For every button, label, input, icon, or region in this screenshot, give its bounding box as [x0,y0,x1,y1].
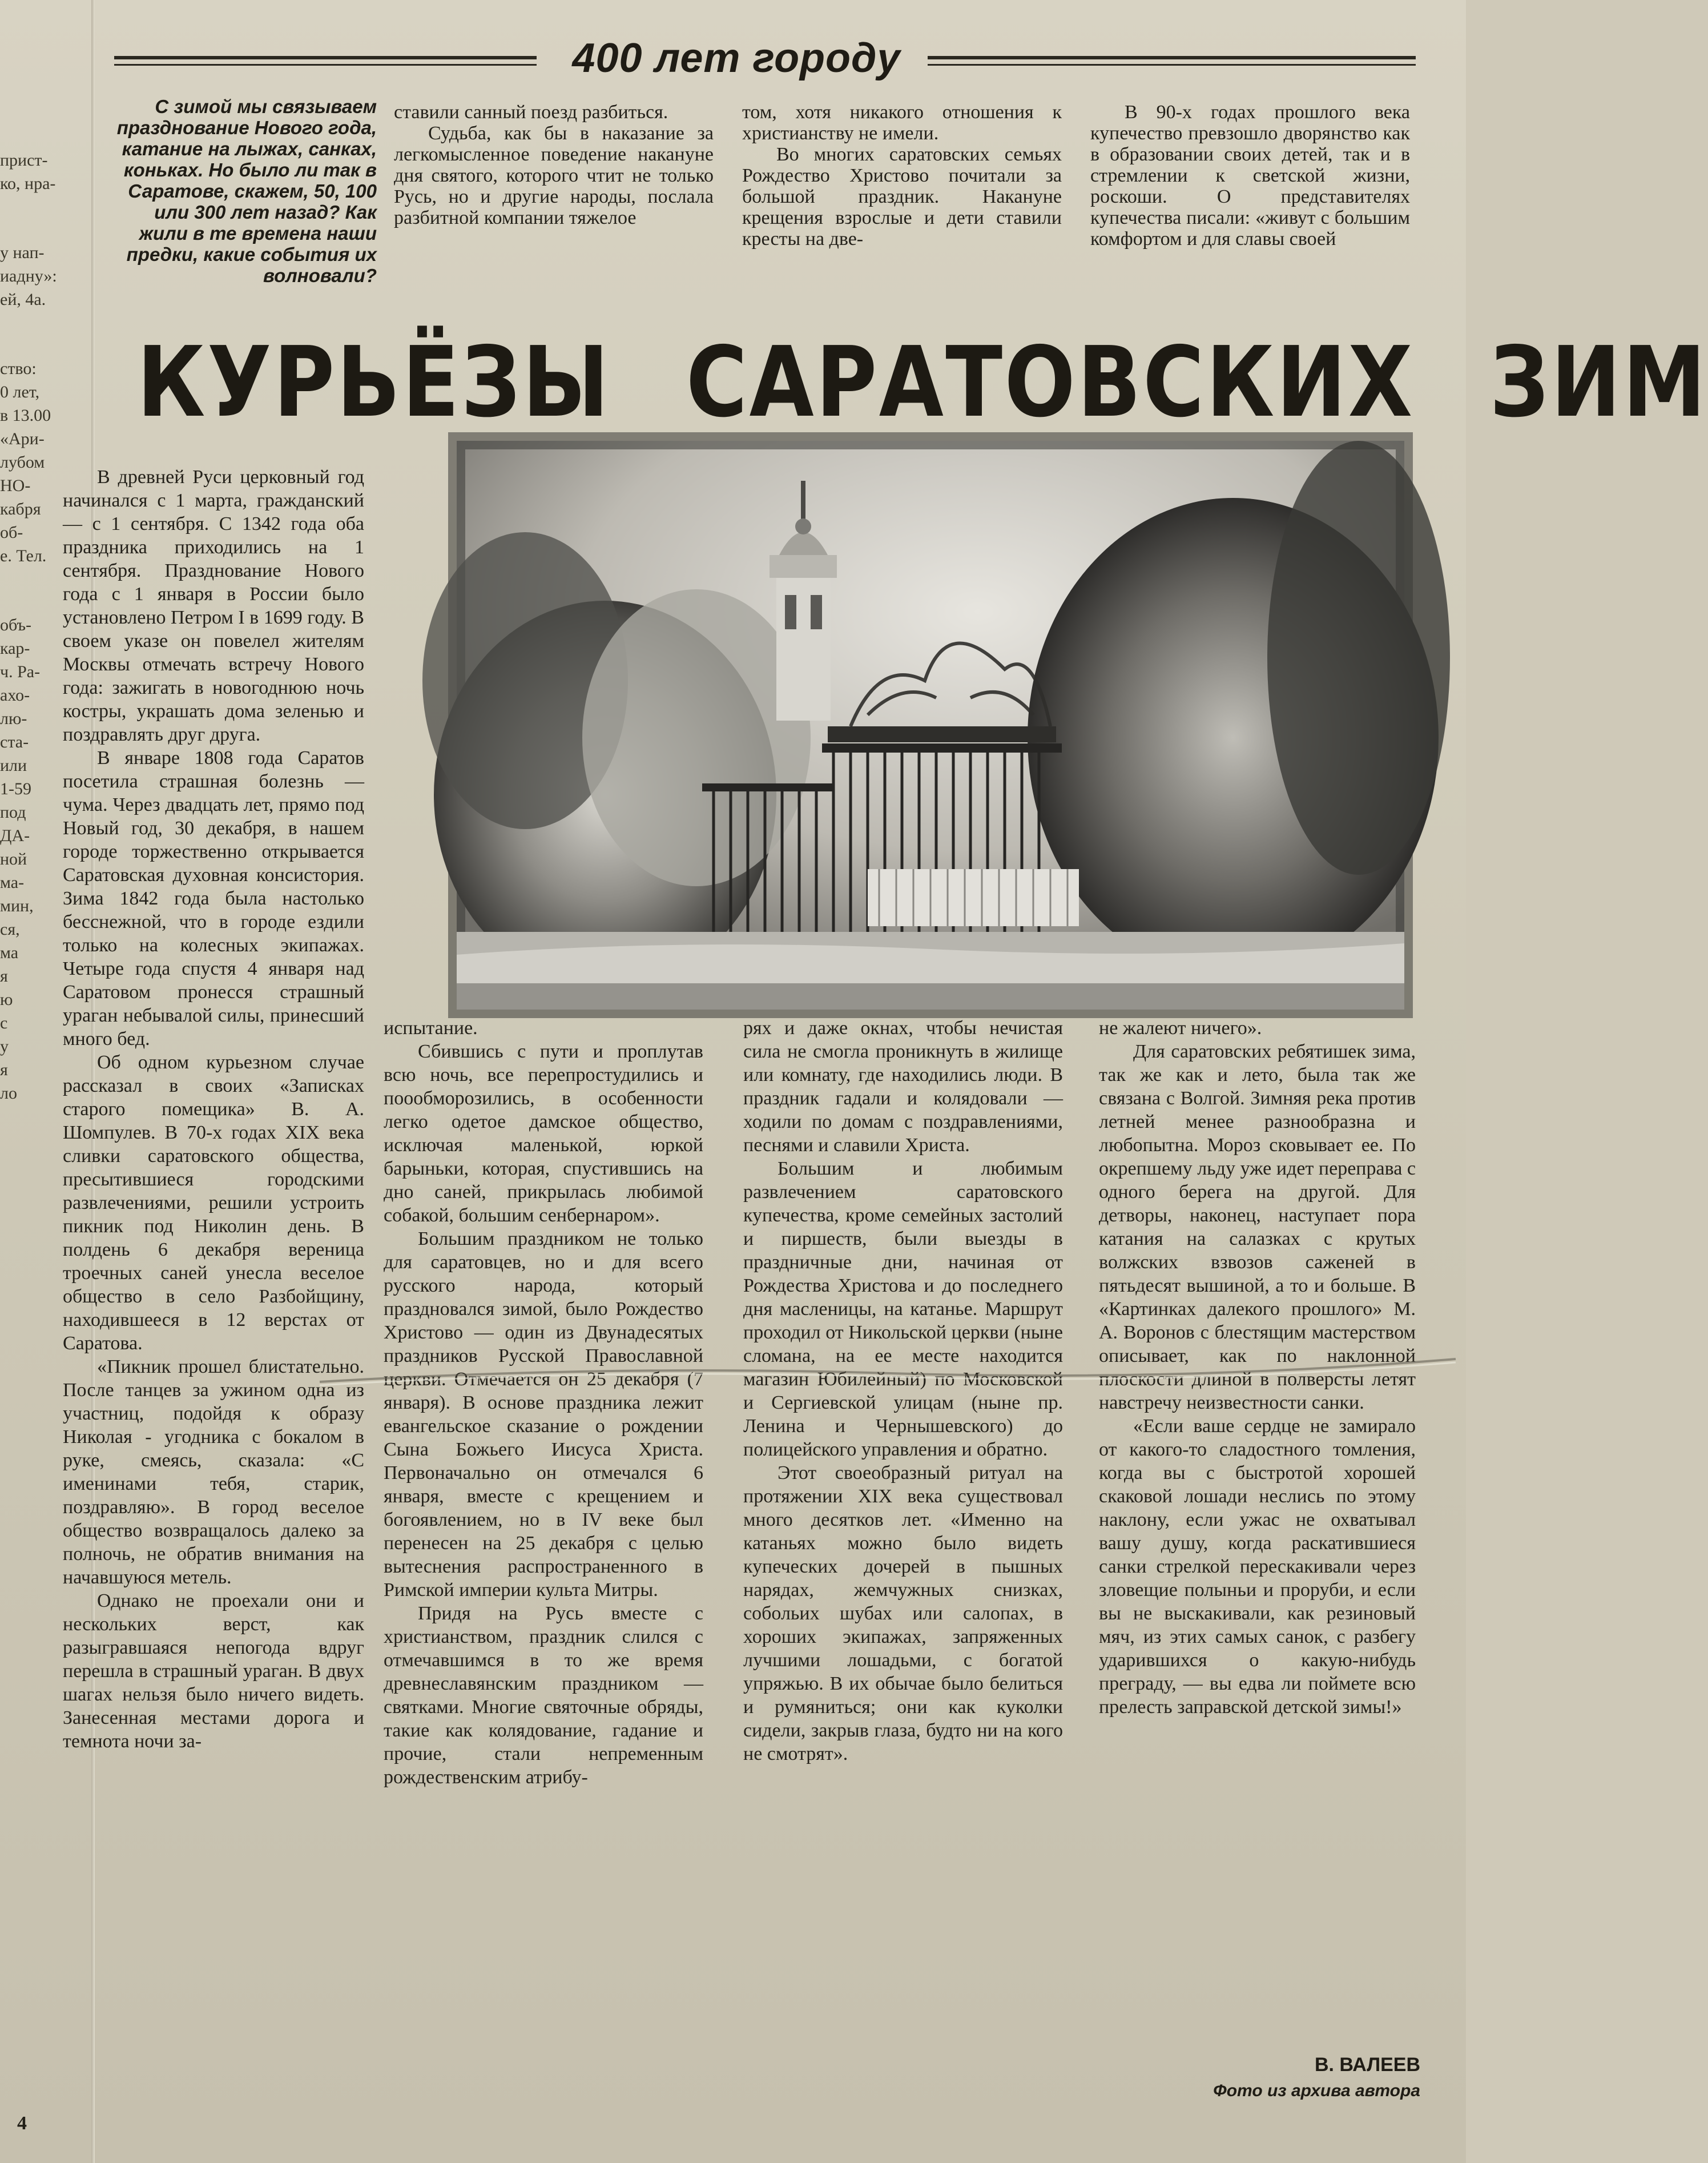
body-column-1 [63,465,364,1753]
prev-column-line: кар- [0,639,30,658]
prev-column-line: лю- [0,709,27,728]
prev-column-line: лубом [0,453,45,472]
prev-column-line: ч. Ра- [0,662,41,681]
paragraph: том, хотя никакого отношения к христианству не имели. [742,102,1062,144]
rubric-rule-right [928,56,1416,59]
paragraph: Во многих саратовских семьях Рождество Христово почитали за большой праздник. Накануне крещения взрослые и дети ставили кресты на две- [742,144,1062,250]
prev-column-line: кабря [0,500,41,518]
paragraph: Для саратовских ребятишек зима, так же как и лето, была так же связана с Волгой. Зимняя река против летней менее разнообразна и любопытна. Мороз сковывает ее. По окрепшему льду уже идет переправа с одного берега на другой. Для детворы, наконец, наступает пора катания на салазках с крутых волжских взвозов саженей в пятьдесят вышиной, а то и больше. В «Картинках далекого прошлого» М. А. Воронов с блестящим мастерством описывает, как по наклонной плоскости длиной в полверсты летят навстречу неизвестности санки. [1099,1041,1416,1413]
paragraph: Сбившись с пути и проплутав всю ночь, все перепростудились и поообморозились, в особенности легко одетое дамское общество, исключая маленькой, юркой барыньки, которая, спустившись на дно саней, прикрылась любимой собакой, большим сенбернаром». [384,1041,703,1226]
prev-column-line: ДА- [0,826,30,845]
rubric-rule-right-thin [928,64,1416,66]
photo-credit: Фото из архива автора [1213,2081,1420,2100]
paragraph: ставили санный поезд разбиться. [394,102,668,123]
prev-column-line: под [0,803,26,822]
rubric-rule-left [114,56,537,59]
author-signature: В. ВАЛЕЕВ [1314,2054,1420,2076]
prev-column-line: иадну»: [0,267,57,286]
paragraph: Большим праздником не только для саратовцев, но и для всего русского народа, который праздновался зимой, было Рождество Христово — один из Двунадесятых праздников Русской Православной церкви. Отмечается он 25 декабря (7 января). В основе праздника лежит евангельское сказание о рождении Сына Божьего Иисуса Христа. Первоначально он отмечался 6 января, вместе с крещением и богоявлением, но в IV веке был перенесен на 25 декабря с целью вытеснения распространенного в Римской империи культа Митры. [384,1228,703,1601]
prev-column-line: с [0,1014,8,1032]
paragraph: В январе 1808 года Саратов посетила страшная болезнь — чума. Через двадцать лет, прямо под Новый год, 30 декабря, в нашем городе торжественно открывается Саратовская духовная консистория. Зима 1842 года была настолько бесснежной, что в городе ездили только на колесных экипажах. Четыре года спустя 4 января над Саратовом пронесся страшный ураган небывалой силы, принесший много бед. [63,747,364,1050]
paragraph: Об одном курьезном случае рассказал в своих «Записках старого помещика» В. А. Шомпулев. В 70-х годах XIX века сливки саратовского общества, пресытившиеся городскими развлечениями, решили устроить пикник под Николин день. В полдень 6 декабря вереница троечных саней унесла веселое общество в село Разбойщину, находившееся в 12 верстах от Саратова. [63,1052,364,1354]
prev-column-line [0,311,86,357]
prev-column-line: «Ари- [0,429,45,448]
prev-column-line: НО- [0,476,31,495]
body-column-4 [1099,1016,1416,1719]
article-headline: КУРЬЁЗЫ САРАТОВСКИХ ЗИМ [137,326,1708,439]
paragraph: Судьба, как бы в наказание за легкомысленное поведение накануне дня святого, которого чтит не только Русь, но и другие народы, послала разбитной компании тяжелое [394,123,714,228]
prev-column-line: ей, 4а. [0,290,46,309]
top-column-1 [394,102,714,228]
prev-column-line: прист- [0,151,48,170]
paragraph: Большим и любимым развлечением саратовского купечества, кроме семейных застолий и пиршеств, были выезды в праздничные дни, начиная от Рождества Христова и до последнего дня масленицы, на катанье. Маршрут проходил от Никольской церкви (ныне сломана, на ее месте находится магазин Юбилейный) по Московской и Сергиевской улицам (ныне пр. Ленина и Чернышевского) до полицейского управления и обратно. [743,1158,1063,1460]
paragraph: «Если ваше сердце не замирало от какого-то сладостного томления, когда вы с быстротой хорошей скаковой лошади неслись по этому наклону, если ужас не охватывал вашу душу, когда раскатившиеся санки стрелкой перескакивали через зловещие полыньи и проруби, и если вы не выскакивали, как резиновый мяч, из этих самых санок, с разбегу ударившихся о какую-нибудь преграду, — вы едва ли поймете всю прелесть заправской детской зимы!» [1099,1416,1416,1718]
prev-column-line: 1-59 [0,779,31,798]
prev-column-line: 0 лет, [0,383,40,401]
prev-column-line: ю [0,990,13,1009]
prev-column-line: ло [0,1084,17,1103]
top-column-2 [742,102,1062,250]
church-photo-image [457,441,1404,1010]
top-column-3 [1090,102,1410,250]
prev-column-line [0,195,86,241]
paragraph: Придя на Русь вместе с христианством, праздник слился с отмечавшимся в то же время древнеславянским праздником — святками. Многие святочные обряды, такие как колядование, гадание и прочие, стали непременным рождественским атрибу- [384,1603,703,1788]
paragraph: испытание. [384,1018,478,1039]
rubric-title: 400 лет городу [572,35,901,81]
prev-column-line: я [0,967,8,986]
page-number: 4 [17,2113,27,2134]
lead-paragraph: С зимой мы связываем празднование Нового года, катание на лыжах, санках, коньках. Но было ли так в Саратове, скажем, 50, 100 или 300 лет назад? Как жили в те времена наши предки, какие события их волновали? [116,96,377,286]
paragraph: В 90-х годах прошлого века купечество превзошло дворянство как в образовании своих детей, так и в стремлении к светской жизни, роскоши. О представителях купечества писали: «живут с большим комфортом и для славы своей [1090,102,1410,250]
prev-column-line: ахо- [0,686,30,705]
rubric-rule-left-thin [114,64,537,66]
paragraph: В древней Руси церковный год начинался с 1 марта, гражданский — с 1 сентября. С 1342 года оба праздника приходились на 1 сентября. Празднование Нового года с 1 января в России было установлено Петром I в 1699 году. В своем указе он повелел жителям Москвы отмечать встречу Нового года: зажигать в новогоднюю ночь костры, украшать дома зеленью и поздравлять друг друга. [63,467,364,745]
prev-column-line: у нап- [0,243,45,262]
prev-column-line: об- [0,523,23,542]
prev-column-line: е. Тел. [0,546,47,565]
paragraph: не жалеют ничего». [1099,1018,1262,1039]
prev-column-line: ство: [0,359,37,378]
prev-column-line: или [0,756,27,775]
prev-column-line: мин, [0,896,34,915]
article-photo [457,441,1404,1010]
prev-column-line: ма [0,943,19,962]
body-column-3 [743,1016,1063,1766]
prev-column-line: у [0,1037,9,1056]
paragraph: Этот своеобразный ритуал на протяжении XIX века существовал много десятков лет. «Именно на катаньях можно было видеть купеческих дочерей в пышных нарядах, жемчужных снизках, собольих шубах или салопах, в хороших экипажах, запряженных лучшими лошадьми, с богатой упряжью. В их обычае было белиться и румяниться; они как куколки сидели, закрыв глаза, будто ни на кого не смотрят». [743,1462,1063,1764]
prev-column-line: ной [0,850,27,869]
paragraph: Однако не проехали они и нескольких верст, как разыгравшаяся непогода вдруг перешла в страшный ураган. В двух шагах нельзя было ничего видеть. Занесенная местами дорога и темнота ночи за- [63,1590,364,1752]
prev-column-line: ста- [0,733,29,751]
rubric-banner [114,29,1416,97]
prev-column-line: ма- [0,873,25,892]
prev-column-line: ся, [0,920,20,939]
prev-column-line: я [0,1060,8,1079]
body-column-2 [384,1016,703,1789]
prev-column-line: ко, нра- [0,174,56,193]
paragraph: рях и даже окнах, чтобы нечистая сила не смогла проникнуть в жилище или комнату, где находились люди. В праздник гадали и колядовали — ходили по домам с поздравлениями, песнями и славили Христа. [743,1018,1063,1156]
paragraph: «Пикник прошел блистательно. После танцев за ужином одна из участниц, подойдя к образу Николая - угодника с бокалом в руке, смеясь, сказала: «С именинами тебя, старик, поздравляю». В город веселое общество возвращалось далеко за полночь, не обратив внимания на начавшуюся метель. [63,1356,364,1588]
prev-column-line: в 13.00 [0,406,51,425]
prev-column-line: объ- [0,616,32,634]
